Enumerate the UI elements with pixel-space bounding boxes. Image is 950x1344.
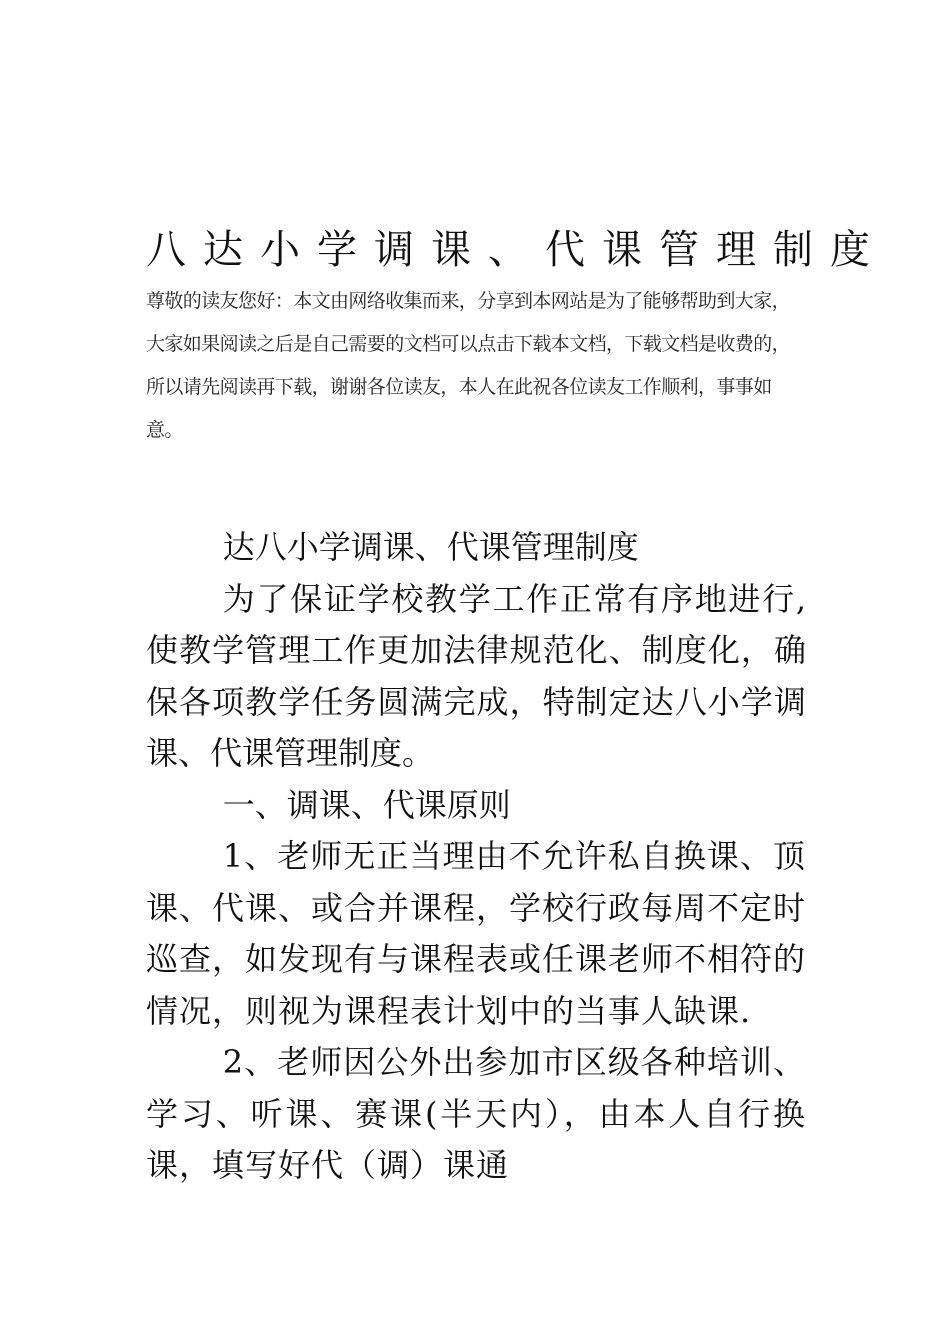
body-paragraph: 1、老师无正当理由不允许私自换课、顶课、代课、或合并课程，学校行政每周不定时巡查，如发现有与课程表或任课老师不相符的情况，则视为课程表计划中的当事人缺课. — [146, 837, 807, 1030]
body-paragraph: 2、老师因公外出参加市区级各种培训、学习、听课、赛课(半天内），由本人自行换课，填写好代（调）课通 — [146, 1043, 806, 1184]
download-notice: 尊敬的读友您好：本文由网络收集而来，分享到本网站是为了能够帮助到大家，大家如果阅读之后是自己需要的文档可以点击下载本文档，下载文档是收费的，所以请先阅读再下载，谢谢各位读友，本人在此祝各位读友工作顺利，事事如意。 — [146, 290, 791, 441]
body-heading: 达八小学调课、代课管理制度 — [222, 528, 639, 566]
document-title: 八达小学调课、代课管理制度 — [146, 227, 887, 273]
body-paragraph: 为了保证学校教学工作正常有序地进行,使教学管理工作更加法律规范化、制度化，确保各项教学任务圆满完成，特制定达八小学调课、代课管理制度。 — [146, 579, 806, 772]
section-heading: 一、调课、代课原则 — [222, 785, 511, 824]
document-body — [146, 522, 806, 1192]
